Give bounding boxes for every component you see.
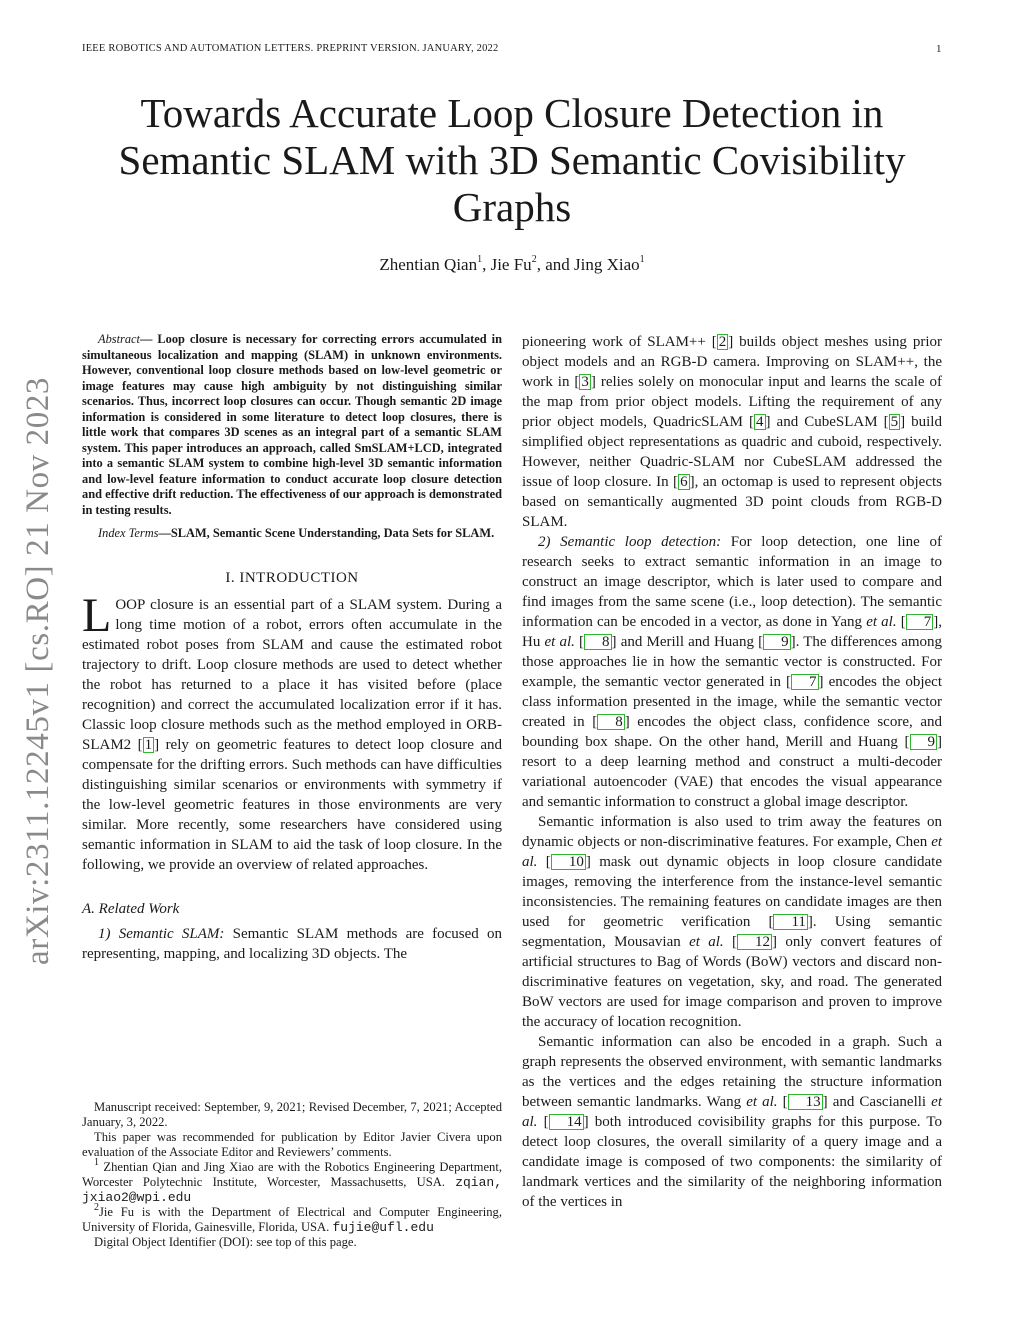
intro-paragraph: LOOP closure is an essential part of a SLAM system. During a long time motion of a robot, errors often accumulate in the estimated robot poses from SLAM and cause the estimated robot trajectory to drift. Loop closure methods are used to detect whether the robot has returned to a place it has visited before (place recognition) and correct the accumulated localization error if it has. Classic loop closure methods such as the method employed in ORB-SLAM2 [ 1 ] rely on geometric features to detect loop closure and compensate for the drifting errors. Such methods can have difficulties distinguishing similar scenarios or environments with symmetry if the low-level geometric features in those environments are very similar. More recently, some researchers have considered using semantic information in SLAM to aid the task of loop closure. In the following, we provide an overview of related approaches.: [82, 588, 502, 873]
left-column: [82, 332, 502, 964]
citation-link[interactable]: 5: [890, 414, 899, 430]
affiliation-mark: 1: [639, 254, 645, 266]
footnote: $^1$ Zhentian Qian and Jing Xiao are with the Robotics Engineering Department, Worcester Polytechnic Institute, Worcester, Massachusetts, USA. zqian, jxiao2@wpi.edu: [82, 1156, 503, 1205]
citation-link[interactable]: 8: [584, 634, 612, 650]
citation-link[interactable]: 10: [551, 854, 586, 870]
author-name: Zhentian Qian: [379, 255, 478, 274]
citation-link[interactable]: 2: [718, 334, 727, 350]
arxiv-stamp[interactable]: arXiv:2311.12245v1 [cs.RO] 21 Nov 2023: [20, 376, 56, 965]
citation-link[interactable]: 3: [581, 374, 589, 390]
citation-link[interactable]: 9: [763, 634, 791, 650]
citation-link[interactable]: 12: [737, 934, 772, 950]
body-paragraph: pioneering work of SLAM++ [ 2 ] builds object meshes using prior object models and an RGB-D camera. Improving on SLAM++, the work in [ 3 ] relies solely on monocular input and learns the scale of the map from prior object models. Lifting the requirement of any prior object models, QuadricSLAM [ 4 ] and CubeSLAM [ 5 ] build simplified object representations as quadric and cuboid, respectively. However, neither Quadric-SLAM nor CubeSLAM addressed the issue of loop closure. In [ 6 ], an octomap is used to represent objects based on semantically augmented 3D point clouds from RGB-D SLAM.: [522, 334, 942, 530]
affiliation-mark: 1: [477, 254, 483, 266]
section-heading-introduction: I. INTRODUCTION: [225, 569, 359, 586]
footnote: Manuscript received: September, 9, 2021; Revised December, 7, 2021; Accepted January, 3, 2022.: [82, 1100, 502, 1129]
citation-link[interactable]: 4: [756, 414, 764, 430]
citation-link[interactable]: 7: [791, 674, 819, 690]
affiliation-mark: 2: [531, 254, 537, 266]
drop-cap: L: [82, 588, 112, 642]
footnote: This paper was recommended for publication by Editor Javier Civera upon evaluation of the Associate Editor and Reviewers’ comments.: [82, 1130, 502, 1159]
semantic-loop-detection-paragraph: 2) Semantic loop detection: For loop detection, one line of research seeks to extract semantic information in an image to construct an image descriptor, which is later used to compare and find images from the same scene (i.e., loop detection). The semantic information can be encoded in a vector, as done in Yang et al. [ 7 ], Hu et al. [ 8 ] and Merill and Huang [ 9 ]. The differences among those approaches lie in how the semantic vector is constructed. For example, the semantic vector generated in [ 7 ] encodes the object class information presented in the image, while the semantic vector created in [ 8 ] encodes the object class, confidence score, and bounding box shape. On the other hand, Merill and Huang [ 9 ] resort to a deep learning method and construct a multi-decoder variational autoencoder (VAE) that encodes the visual appearance and semantic information to construct a global image descriptor.: [522, 534, 943, 810]
subsection-heading-related-work: A. Related Work: [82, 900, 180, 917]
citation-link[interactable]: 14: [549, 1114, 584, 1130]
footnotes: [82, 1100, 502, 1250]
abstract-text: — Loop closure is necessary for correcting errors accumulated in simultaneous localization and mapping (SLAM) in unknown environments. However, conventional loop closure methods based on low-level geometric or image features may cause high ambiguity by not distinguishing similar scenarios. Thus, incorrect loop closures can occur. Though semantic 2D image information is considered in some literature to detect loop closures, there is little work that compares 3D scenes as an integral part of a semantic SLAM system. This paper introduces an approach, called SmSLAM+LCD, integrated into a semantic SLAM system to combine high-level 3D semantic information and low-level feature information to conduct accurate loop closure detection and effective drift reduction. The effectiveness of our approach is demonstrated in testing results.: [82, 332, 502, 517]
citation-link[interactable]: 8: [597, 714, 625, 730]
abstract-label: Abstract: [98, 332, 140, 346]
index-terms-label: Index Terms: [98, 526, 159, 540]
email-address[interactable]: zqian, jxiao2@wpi.edu: [82, 1175, 502, 1205]
citation-link[interactable]: 9: [910, 734, 938, 750]
citation-link[interactable]: 7: [906, 614, 934, 630]
index-terms: [82, 526, 502, 542]
semantic-slam-paragraph: 1) Semantic SLAM: Semantic SLAM methods are focused on representing, mapping, and localizing 3D objects. The: [82, 925, 503, 962]
author-list: Zhentian Qian$^1$, Jie Fu$^2$, and Jing Xiao$^1$: [379, 254, 645, 274]
abstract: [82, 332, 502, 518]
index-terms-text: —SLAM, Semantic Scene Understanding, Data Sets for SLAM.: [158, 526, 495, 540]
footnote: $^2$Jie Fu is with the Department of Electrical and Computer Engineering, University of Florida, Gainesville, Florida, USA. fujie@ufl.edu: [82, 1201, 502, 1235]
author-name: and Jing Xiao: [545, 255, 640, 274]
citation-link[interactable]: 13: [788, 1094, 823, 1110]
running-header: IEEE ROBOTICS AND AUTOMATION LETTERS. PREPRINT VERSION. JANUARY, 2022: [82, 43, 499, 54]
page-number: 1: [936, 43, 942, 55]
body-paragraph: Semantic information can also be encoded in a graph. Such a graph represents the observed environment, with semantic landmarks as the vertices and the edges retaining the structure information between semantic landmarks. Wang et al. [ 13 ] and Cascianelli et al. [ 14 ] both introduced covisibility graphs for this purpose. To detect loop closures, the overall similarity of a query image and a candidate image is composed of two components: the similarity of landmark vertices and the similarity of the neighboring information of the vertices in: [522, 1034, 942, 1210]
right-column: [522, 332, 942, 1212]
subsubsection-label: 1) Semantic SLAM:: [98, 925, 225, 942]
footnote: Digital Object Identifier (DOI): see top of this page.: [94, 1235, 357, 1249]
citation-link[interactable]: 1: [144, 736, 153, 753]
body-paragraph: Semantic information is also used to trim away the features on dynamic objects or non-discriminative features. For example, Chen et al. [ 10 ] mask out dynamic objects in loop closure candidate images, removing the interference from the instance-level semantic inconsistencies. The remaining features on candidate images are then used for geometric verification [ 11 ]. Using semantic segmentation, Mousavian et al. [ 12 ] only convert features of artificial structures to Bag of Words (BoW) vectors and discard non-discriminative features on vegetation, sky, and road. The generated BoW vectors are used for image comparison and proven to improve the accuracy of location recognition.: [522, 814, 943, 1030]
paper-title: Towards Accurate Loop Closure Detection in Semantic SLAM with 3D Semantic Covisibility Graphs: [118, 90, 906, 230]
subsubsection-label: 2) Semantic loop detection:: [538, 534, 722, 550]
citation-link[interactable]: 11: [773, 914, 807, 930]
email-address[interactable]: fujie@ufl.edu: [332, 1220, 434, 1235]
author-name: Jie Fu: [490, 255, 532, 274]
citation-link[interactable]: 6: [680, 474, 688, 490]
